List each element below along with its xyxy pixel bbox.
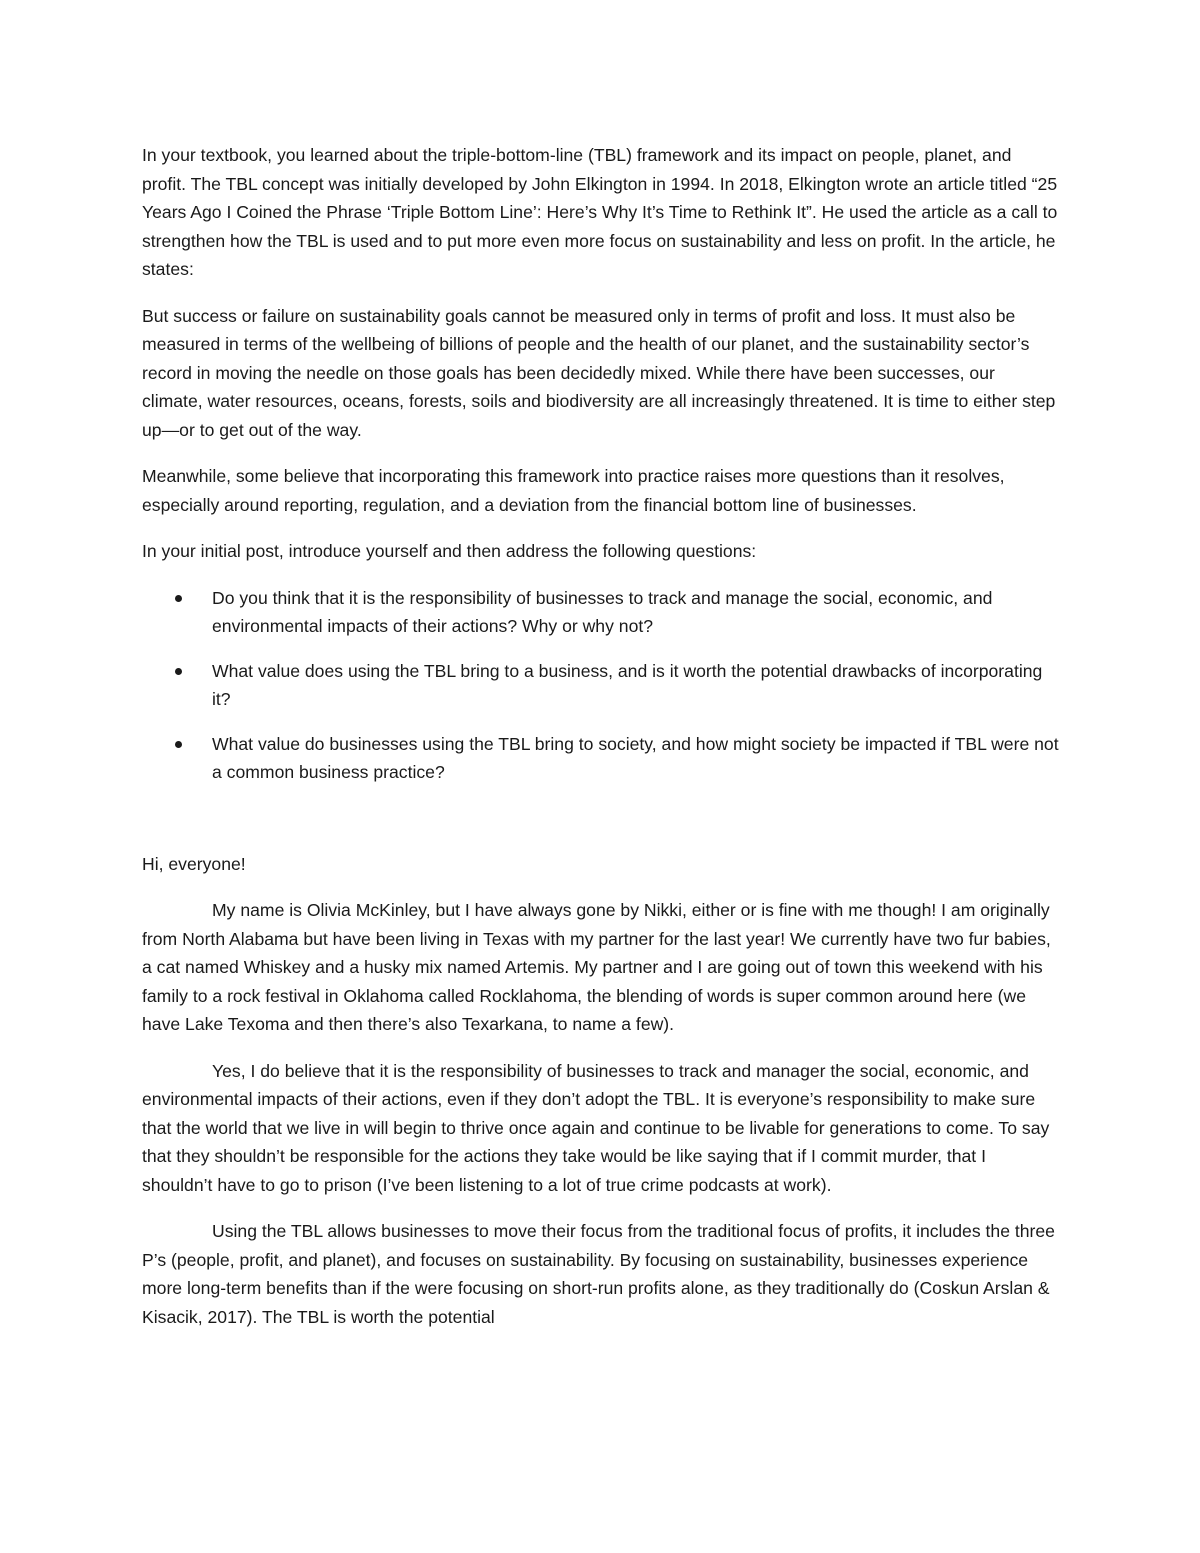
- question-text: Do you think that it is the responsibility of businesses to track and manage the social, economic, and environmental impacts of their actions? Why or why not?: [212, 587, 993, 636]
- prompt-quote: But success or failure on sustainability goals cannot be measured only in terms of profit and loss. It must also be measured in terms of the wellbeing of billions of people and the health of our planet, and the sustainability sector’s record in moving the needle on those goals has been decidedly mixed. While there have been successes, our climate, water resources, oceans, forests, soils and biodiversity are all increasingly threatened. It is time to either step up—or to get out of the way.: [142, 305, 1056, 440]
- response-paragraph: Using the TBL allows businesses to move their focus from the traditional focus of profits, it includes the three P’s (people, profit, and planet), and focuses on sustainability. By focusing on sustainability, businesses experience more long-term benefits than if the were focusing on short-run profits alone, as they traditionally do (Coskun Arslan & Kisacik, 2017). The TBL is worth the potential: [142, 1221, 1055, 1327]
- section-spacer: [142, 805, 1060, 850]
- question-list: [142, 584, 1060, 787]
- prompt-intro: In your textbook, you learned about the triple-bottom-line (TBL) framework and its impact on people, planet, and profit. The TBL concept was initially developed by John Elkington in 1994. In 2018, Elkington wrote an article titled “25 Years Ago I Coined the Phrase ‘Triple Bottom Line’: Here’s Why It’s Time to Rethink It”. He used the article as a call to strengthen how the TBL is used and to put more even more focus on sustainability and less on profit. In the article, he states:: [142, 145, 1058, 279]
- response-paragraph: My name is Olivia McKinley, but I have always gone by Nikki, either or is fine with me though! I am originally from North Alabama but have been living in Texas with my partner for the last year! We currently have two fur babies, a cat named Whiskey and a husky mix named Artemis. My partner and I are going out of town this weekend with his family to a rock festival in Oklahoma called Rocklahoma, the blending of words is super common around here (we have Lake Texoma and then there’s also Texarkana, to name a few).: [142, 900, 1051, 1034]
- question-text: What value does using the TBL bring to a business, and is it worth the potential drawbacks of incorporating it?: [212, 660, 1043, 709]
- question-text: What value do businesses using the TBL bring to society, and how might society be impacted if TBL were not a common business practice?: [212, 733, 1059, 782]
- prompt-instruction: In your initial post, introduce yourself and then address the following questions:: [142, 541, 757, 561]
- bullet-icon: [175, 595, 182, 602]
- list-item: [142, 657, 1060, 714]
- bullet-icon: [175, 668, 182, 675]
- response-greeting: Hi, everyone!: [142, 853, 246, 874]
- list-item: [142, 730, 1060, 787]
- prompt-context: Meanwhile, some believe that incorporating this framework into practice raises more questions than it resolves, especially around reporting, regulation, and a deviation from the financial bottom line of businesses.: [142, 466, 1005, 515]
- list-item: [142, 584, 1060, 641]
- document-body: [142, 141, 1060, 1349]
- bullet-icon: [175, 741, 182, 748]
- response-paragraph: Yes, I do believe that it is the responsibility of businesses to track and manager the social, economic, and environmental impacts of their actions, even if they don’t adopt the TBL. It is everyone’s responsibility to make sure that the world that we live in will begin to thrive once again and continue to be livable for generations to come. To say that they shouldn’t be responsible for the actions they take would be like saying that if I commit murder, that I shouldn’t have to go to prison (I’ve been listening to a lot of true crime podcasts at work).: [142, 1060, 1050, 1195]
